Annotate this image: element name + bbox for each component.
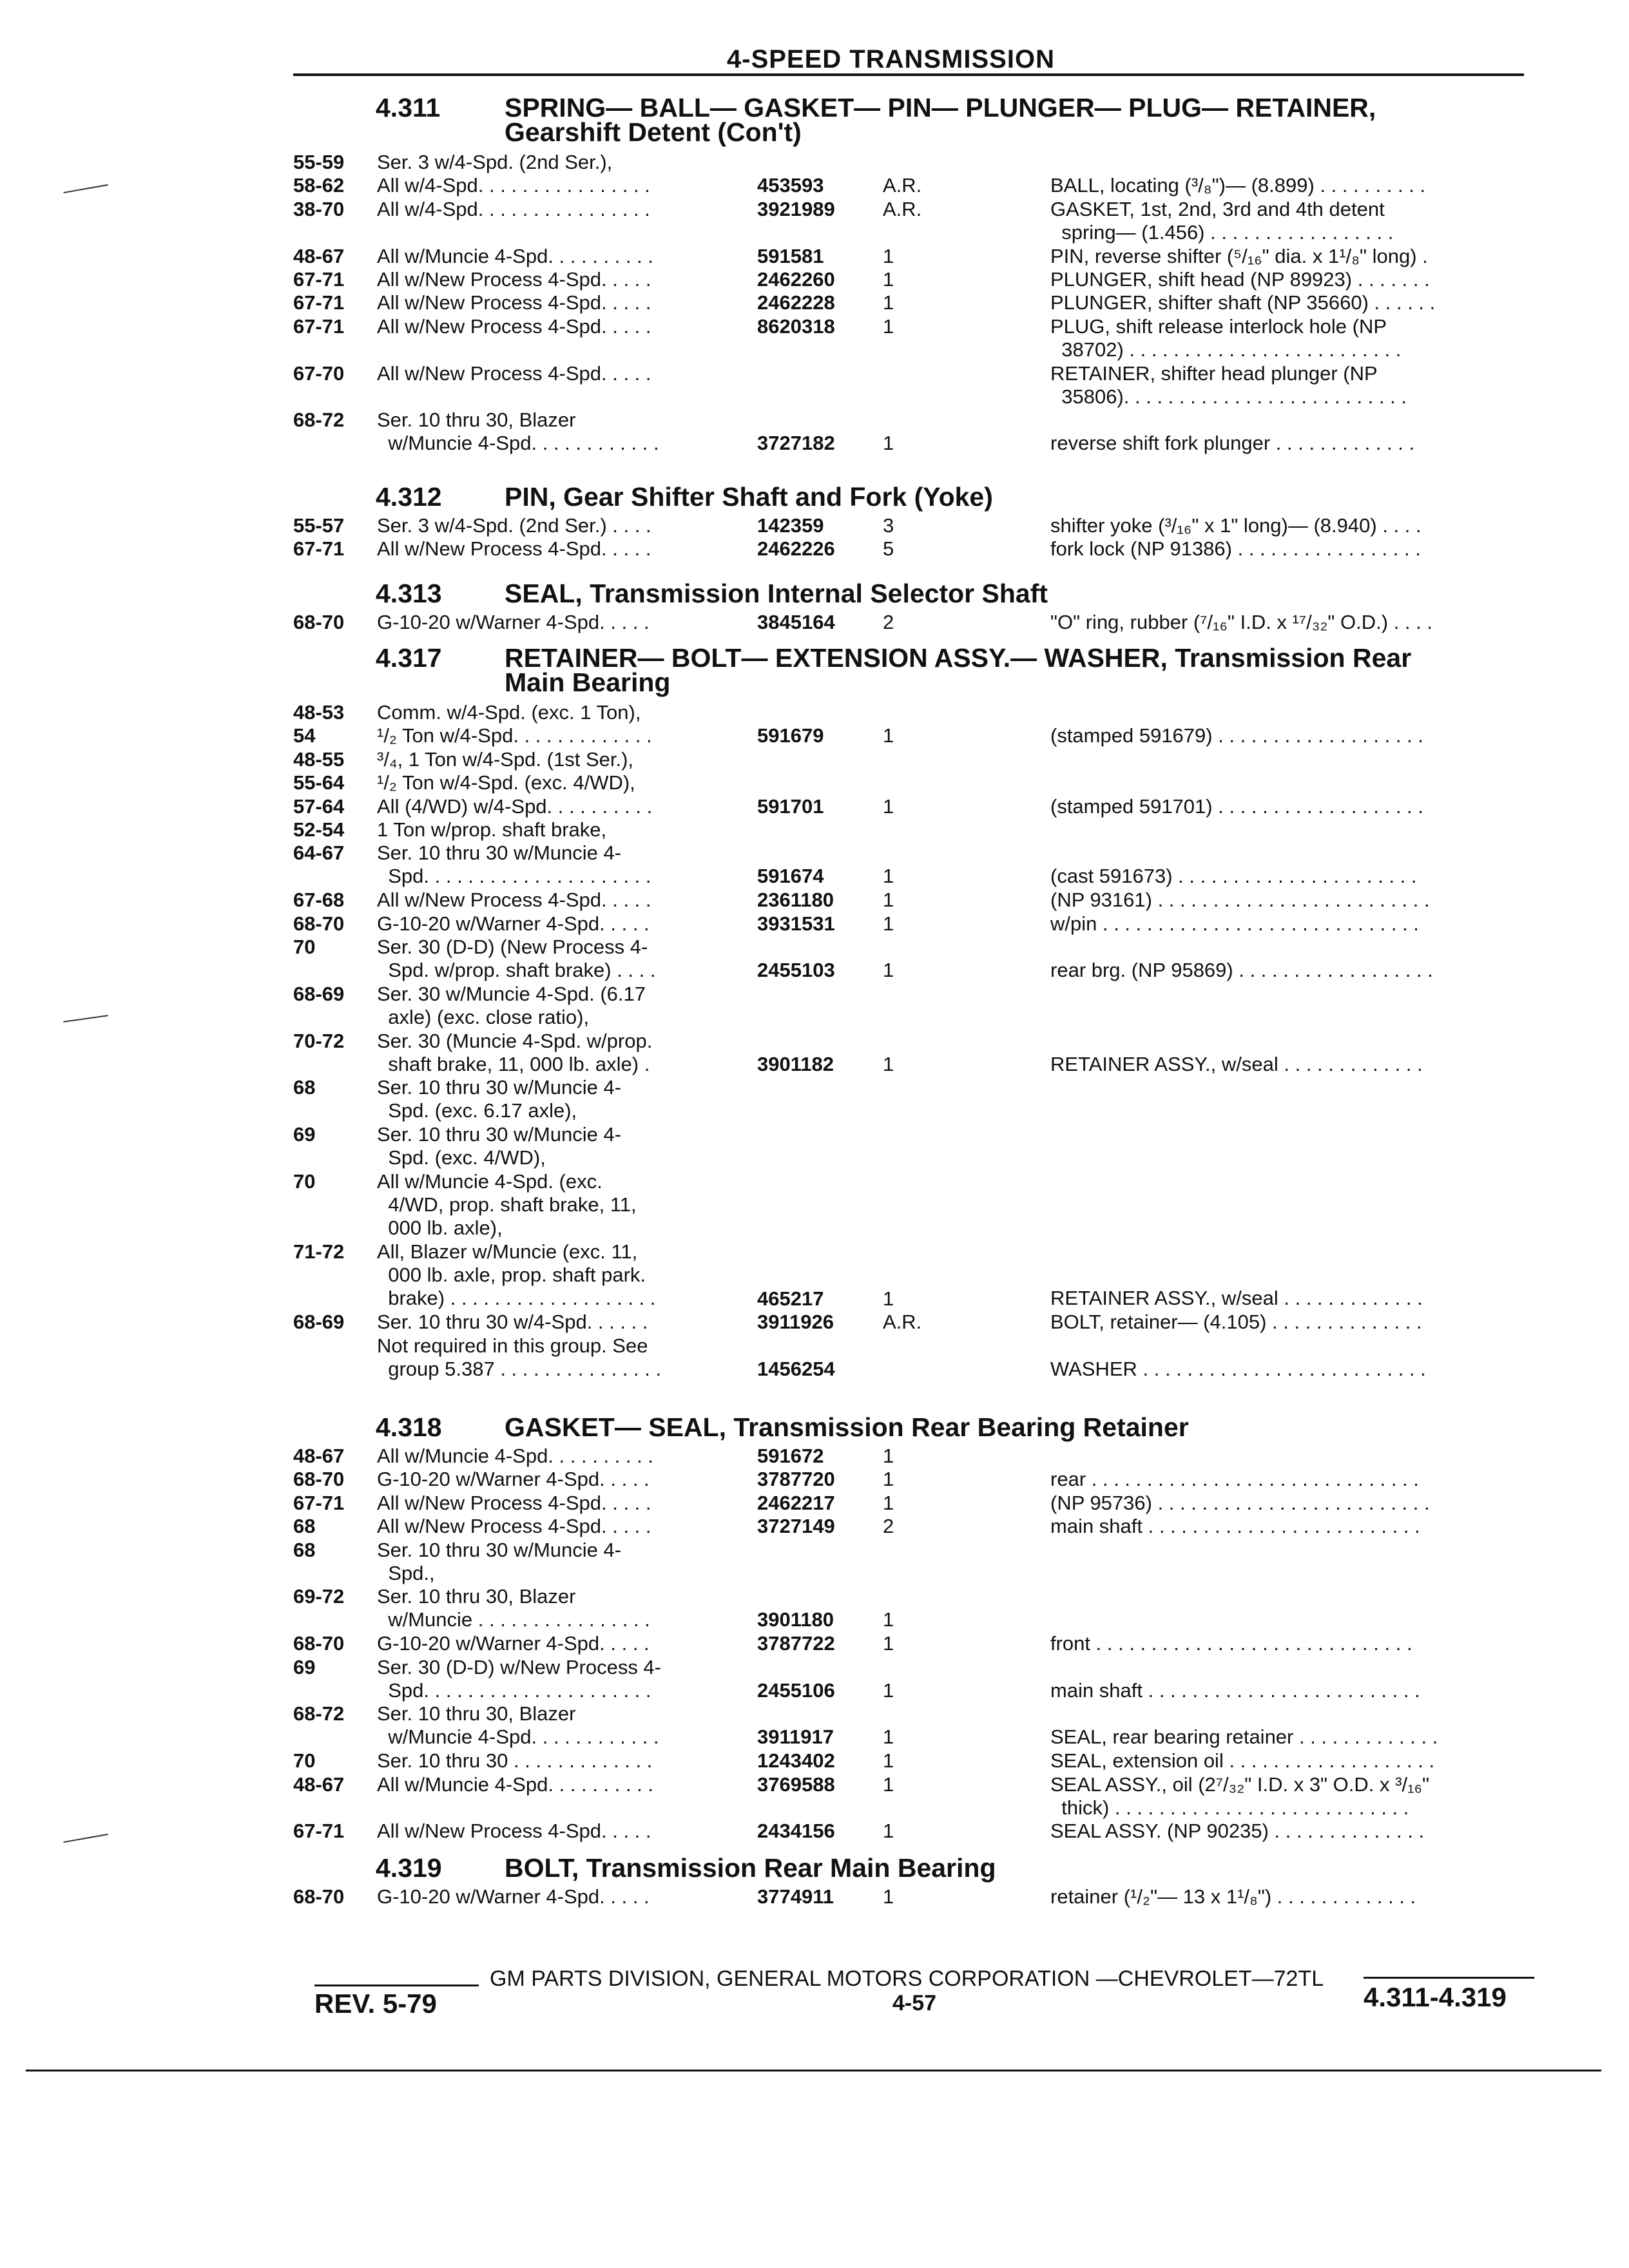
application: All w/New Process 4-Spd. . . . . <box>377 1492 651 1514</box>
table-row <box>293 701 1537 724</box>
group-heading-4-312 <box>376 482 993 512</box>
description: shifter yoke (³/₁₆" x 1" long)— (8.940) . . . . <box>1050 514 1422 537</box>
part-number: 3921989 <box>757 198 835 220</box>
part-number: 142359 <box>757 514 824 537</box>
page-bottom-rule <box>26 2070 1601 2071</box>
part-number: 3769588 <box>757 1773 835 1796</box>
quantity: 1 <box>883 1725 894 1748</box>
margin-mark <box>63 1015 108 1023</box>
group-number: 4.311 <box>376 93 441 122</box>
group-title: GASKET— SEAL, Transmission Rear Bearing Retainer <box>505 1412 1189 1442</box>
application: 1 Ton w/prop. shaft brake, <box>377 818 607 841</box>
application: ¹/₂ Ton w/4-Spd. . . . . . . . . . . . . <box>377 724 652 747</box>
part-number: 591581 <box>757 245 824 267</box>
application: All w/New Process 4-Spd. . . . . <box>377 315 651 338</box>
application: ³/₄, 1 Ton w/4-Spd. (1st Ser.), <box>377 748 634 771</box>
part-number: 453593 <box>757 174 824 197</box>
quantity: 1 <box>883 1053 894 1075</box>
part-number: 3727182 <box>757 432 835 454</box>
quantity: 1 <box>883 1679 894 1702</box>
table-row <box>293 514 1537 537</box>
model-year: 48-67 <box>293 245 345 267</box>
application: Ser. 10 thru 30, Blazer w/Muncie . . . . . . . . . . . . . . . . <box>377 1585 650 1631</box>
quantity: 1 <box>883 959 894 981</box>
application: G-10-20 w/Warner 4-Spd. . . . . <box>377 1885 650 1908</box>
quantity: 1 <box>883 1608 894 1631</box>
table-row <box>293 1539 1537 1586</box>
group-title-continued: Gearshift Detent (Con't) <box>505 117 802 147</box>
table-row <box>293 1820 1537 1843</box>
footer-page-number: 4-57 <box>892 1991 937 2015</box>
table-row <box>293 1773 1537 1820</box>
application: G-10-20 w/Warner 4-Spd. . . . . <box>377 912 650 935</box>
quantity: 1 <box>883 1445 894 1467</box>
model-year: 67-71 <box>293 1820 345 1842</box>
part-number: 591672 <box>757 1445 824 1467</box>
table-row <box>293 1311 1537 1334</box>
model-year: 48-67 <box>293 1773 345 1796</box>
model-year: 67-71 <box>293 315 345 338</box>
table-row <box>293 1123 1537 1170</box>
table-row <box>293 1885 1537 1908</box>
part-number: 2462228 <box>757 291 835 314</box>
model-year: 48-53 <box>293 701 345 724</box>
model-year: 48-55 <box>293 748 345 771</box>
application: All w/Muncie 4-Spd. . . . . . . . . . <box>377 1773 653 1796</box>
model-year: 67-71 <box>293 291 345 314</box>
group-number: 4.319 <box>376 1853 442 1883</box>
table-row <box>293 1170 1537 1240</box>
table-row <box>293 1492 1537 1515</box>
model-year: 71-72 <box>293 1240 345 1263</box>
model-year: 68-70 <box>293 1885 345 1908</box>
group-heading-4-319 <box>376 1853 996 1883</box>
quantity: 1 <box>883 245 894 267</box>
footer-rule-right <box>1364 1977 1534 1979</box>
application: Ser. 10 thru 30 w/Muncie 4- Spd. (exc. 4/WD), <box>377 1123 622 1169</box>
quantity: 1 <box>883 291 894 314</box>
table-row <box>293 408 1537 456</box>
part-number: 2361180 <box>757 889 834 911</box>
table-row <box>293 151 1537 174</box>
description: (stamped 591679) . . . . . . . . . . . . . . . . . . . <box>1050 724 1423 747</box>
description: SEAL, extension oil . . . . . . . . . . . . . . . . . . . <box>1050 1749 1435 1772</box>
model-year: 68-70 <box>293 1632 345 1655</box>
application: Not required in this group. See group 5.387 . . . . . . . . . . . . . . . <box>377 1334 662 1380</box>
application: Ser. 10 thru 30 w/Muncie 4- Spd. (exc. 6.17 axle), <box>377 1076 622 1122</box>
model-year: 68-69 <box>293 983 345 1005</box>
quantity: A.R. <box>883 1311 922 1333</box>
table-row <box>293 795 1537 818</box>
description: BOLT, retainer— (4.105) . . . . . . . . . . . . . . <box>1050 1311 1422 1333</box>
quantity: 1 <box>883 1632 894 1655</box>
quantity: 1 <box>883 912 894 935</box>
quantity: 1 <box>883 795 894 818</box>
model-year: 68-69 <box>293 1311 345 1333</box>
quantity: 1 <box>883 1773 894 1796</box>
group-title: SEAL, Transmission Internal Selector Shaft <box>505 579 1048 608</box>
description: main shaft . . . . . . . . . . . . . . . . . . . . . . . . . <box>1050 1679 1420 1702</box>
table-row <box>293 1240 1537 1311</box>
footer-publisher: GM PARTS DIVISION, GENERAL MOTORS CORPORATION —CHEVROLET—72TL <box>490 1966 1324 1991</box>
header-rule <box>293 73 1524 76</box>
model-year: 55-57 <box>293 514 345 537</box>
model-year: 70 <box>293 1749 316 1772</box>
group-heading-4-317 <box>376 643 1412 697</box>
table-row <box>293 291 1537 314</box>
application: ¹/₂ Ton w/4-Spd. (exc. 4/WD), <box>377 771 635 794</box>
table-row <box>293 983 1537 1030</box>
application: All, Blazer w/Muncie (exc. 11, 000 lb. axle, prop. shaft park. brake) . . . . . . . . . . . . . . . . . . . <box>377 1240 656 1309</box>
quantity: 1 <box>883 865 894 887</box>
quantity: A.R. <box>883 174 922 197</box>
table-row <box>293 748 1537 771</box>
description: PLUNGER, shift head (NP 89923) . . . . . . . <box>1050 268 1430 291</box>
quantity: 1 <box>883 268 894 291</box>
model-year: 67-70 <box>293 362 345 385</box>
table-row <box>293 889 1537 912</box>
application: Ser. 10 thru 30 w/4-Spd. . . . . . <box>377 1311 648 1333</box>
part-number: 591679 <box>757 724 824 747</box>
part-number: 3774911 <box>757 1885 834 1908</box>
table-row <box>293 818 1537 841</box>
footer-rule-left <box>314 1984 479 1986</box>
application: All w/New Process 4-Spd. . . . . <box>377 1820 651 1842</box>
description: main shaft . . . . . . . . . . . . . . . . . . . . . . . . . <box>1050 1515 1420 1537</box>
application: G-10-20 w/Warner 4-Spd. . . . . <box>377 611 650 633</box>
group-heading-4-313 <box>376 581 1048 606</box>
model-year: 68-70 <box>293 1468 345 1490</box>
part-number: 591674 <box>757 865 824 887</box>
group-number: 4.317 <box>376 643 442 673</box>
model-year: 68-70 <box>293 611 345 633</box>
application: G-10-20 w/Warner 4-Spd. . . . . <box>377 1468 650 1490</box>
table-row <box>293 1030 1537 1077</box>
description: rear . . . . . . . . . . . . . . . . . . . . . . . . . . . . . . <box>1050 1468 1419 1490</box>
description: GASKET, 1st, 2nd, 3rd and 4th detent spring— (1.456) . . . . . . . . . . . . . . . . . <box>1050 198 1394 244</box>
table-row <box>293 174 1537 197</box>
quantity: 1 <box>883 1287 894 1310</box>
quantity: 1 <box>883 1492 894 1514</box>
description: fork lock (NP 91386) . . . . . . . . . . . . . . . . . <box>1050 537 1421 560</box>
table-row <box>293 1076 1537 1123</box>
table-row <box>293 198 1537 245</box>
model-year: 68 <box>293 1515 316 1537</box>
table-row <box>293 315 1537 362</box>
table-row <box>293 1468 1537 1491</box>
group-heading-4-311 <box>376 93 1376 147</box>
quantity: 2 <box>883 1515 894 1537</box>
model-year: 70 <box>293 936 316 958</box>
model-year: 68 <box>293 1076 316 1099</box>
footer-group-range: 4.311-4.319 <box>1364 1982 1507 2012</box>
quantity: 3 <box>883 514 894 537</box>
description: front . . . . . . . . . . . . . . . . . . . . . . . . . . . . . <box>1050 1632 1412 1655</box>
description: RETAINER, shifter head plunger (NP 35806). . . . . . . . . . . . . . . . . . . . . . . . . . <box>1050 362 1407 408</box>
group-title: SPRING— BALL— GASKET— PIN— PLUNGER— PLUG— RETAINER, <box>505 93 1376 122</box>
model-year: 55-59 <box>293 151 345 173</box>
application: All w/New Process 4-Spd. . . . . <box>377 362 651 385</box>
group-number: 4.313 <box>376 579 442 608</box>
application: Ser. 10 thru 30 w/Muncie 4- Spd., <box>377 1539 622 1584</box>
table-row <box>293 936 1537 983</box>
model-year: 68-72 <box>293 408 345 431</box>
model-year: 57-64 <box>293 795 345 818</box>
group-title-continued: Main Bearing <box>505 668 671 697</box>
model-year: 70-72 <box>293 1030 345 1052</box>
model-year: 48-67 <box>293 1445 345 1467</box>
part-number: 2455106 <box>757 1679 835 1702</box>
description: (stamped 591701) . . . . . . . . . . . . . . . . . . . <box>1050 795 1423 818</box>
application: Ser. 3 w/4-Spd. (2nd Ser.), <box>377 151 613 173</box>
table-row <box>293 1702 1537 1749</box>
model-year: 58-62 <box>293 174 345 197</box>
application: Ser. 30 (Muncie 4-Spd. w/prop. shaft brake, 11, 000 lb. axle) . <box>377 1030 653 1075</box>
margin-mark <box>63 184 108 193</box>
quantity: 2 <box>883 611 894 633</box>
part-number: 3845164 <box>757 611 835 633</box>
table-row <box>293 1749 1537 1773</box>
application: All w/New Process 4-Spd. . . . . <box>377 1515 651 1537</box>
application: Ser. 10 thru 30, Blazer w/Muncie 4-Spd. . . . . . . . . . . . <box>377 1702 659 1748</box>
description: PLUG, shift release interlock hole (NP 38702) . . . . . . . . . . . . . . . . . . . . . . . . . <box>1050 315 1402 361</box>
description: PLUNGER, shifter shaft (NP 35660) . . . . . . <box>1050 291 1436 314</box>
description: (NP 95736) . . . . . . . . . . . . . . . . . . . . . . . . . <box>1050 1492 1430 1514</box>
description: reverse shift fork plunger . . . . . . . . . . . . . <box>1050 432 1415 454</box>
part-number: 2434156 <box>757 1820 835 1842</box>
part-number: 3727149 <box>757 1515 835 1537</box>
table-row <box>293 268 1537 291</box>
table-row <box>293 245 1537 268</box>
part-number: 3787720 <box>757 1468 835 1490</box>
application: All (4/WD) w/4-Spd. . . . . . . . . . <box>377 795 653 818</box>
part-number: 2462260 <box>757 268 835 291</box>
part-number: 465217 <box>757 1287 824 1310</box>
group-number: 4.318 <box>376 1412 442 1442</box>
model-year: 69 <box>293 1123 316 1146</box>
description: rear brg. (NP 95869) . . . . . . . . . . . . . . . . . . <box>1050 959 1433 981</box>
application: All w/New Process 4-Spd. . . . . <box>377 291 651 314</box>
model-year: 64-67 <box>293 841 345 864</box>
application: All w/4-Spd. . . . . . . . . . . . . . . . <box>377 198 650 220</box>
table-row <box>293 1334 1537 1381</box>
description: (NP 93161) . . . . . . . . . . . . . . . . . . . . . . . . . <box>1050 889 1430 911</box>
table-row <box>293 1515 1537 1538</box>
part-number: 3911917 <box>757 1725 834 1748</box>
model-year: 67-68 <box>293 889 345 911</box>
footer-revision: REV. 5-79 <box>314 1988 437 2019</box>
model-year: 70 <box>293 1170 316 1193</box>
application: All w/Muncie 4-Spd. . . . . . . . . . <box>377 245 653 267</box>
model-year: 68-72 <box>293 1702 345 1725</box>
table-row <box>293 1445 1537 1468</box>
margin-mark <box>63 1834 108 1843</box>
quantity: 1 <box>883 889 894 911</box>
model-year: 52-54 <box>293 818 345 841</box>
part-number: 3901180 <box>757 1608 834 1631</box>
application: Comm. w/4-Spd. (exc. 1 Ton), <box>377 701 641 724</box>
table-row <box>293 912 1537 936</box>
group-title: PIN, Gear Shifter Shaft and Fork (Yoke) <box>505 482 993 512</box>
quantity: 1 <box>883 724 894 747</box>
description: BALL, locating (³/₈")— (8.899) . . . . . . . . . . <box>1050 174 1426 197</box>
quantity: 1 <box>883 1885 894 1908</box>
quantity: 1 <box>883 432 894 454</box>
model-year: 68-70 <box>293 912 345 935</box>
table-row <box>293 771 1537 794</box>
model-year: 69-72 <box>293 1585 345 1608</box>
table-row <box>293 841 1537 889</box>
description: SEAL ASSY. (NP 90235) . . . . . . . . . . . . . . <box>1050 1820 1425 1842</box>
application: Ser. 10 thru 30 . . . . . . . . . . . . . <box>377 1749 653 1772</box>
group-number: 4.312 <box>376 482 442 512</box>
quantity: 1 <box>883 1820 894 1842</box>
application: Ser. 10 thru 30, Blazer w/Muncie 4-Spd. . . . . . . . . . . . <box>377 408 659 454</box>
table-row <box>293 1656 1537 1703</box>
group-heading-4-318 <box>376 1412 1189 1442</box>
part-number: 591701 <box>757 795 824 818</box>
description: w/pin . . . . . . . . . . . . . . . . . . . . . . . . . . . . . <box>1050 912 1419 935</box>
model-year: 68 <box>293 1539 316 1561</box>
part-number: 1456254 <box>757 1358 835 1380</box>
model-year: 67-71 <box>293 268 345 291</box>
quantity: 1 <box>883 315 894 338</box>
table-row <box>293 1632 1537 1655</box>
group-title: RETAINER— BOLT— EXTENSION ASSY.— WASHER, Transmission Rear <box>505 643 1412 673</box>
model-year: 69 <box>293 1656 316 1678</box>
application: Ser. 30 (D-D) w/New Process 4- Spd. . . . . . . . . . . . . . . . . . . . . <box>377 1656 661 1702</box>
group-title: BOLT, Transmission Rear Main Bearing <box>505 1853 996 1883</box>
table-row <box>293 611 1537 634</box>
quantity: A.R. <box>883 198 922 220</box>
description: RETAINER ASSY., w/seal . . . . . . . . . . . . . <box>1050 1053 1423 1075</box>
table-row <box>293 1585 1537 1632</box>
part-number: 3931531 <box>757 912 835 935</box>
application: Ser. 30 w/Muncie 4-Spd. (6.17 axle) (exc. close ratio), <box>377 983 646 1028</box>
quantity: 1 <box>883 1749 894 1772</box>
description: retainer (¹/₂"— 13 x 1¹/₈") . . . . . . . . . . . . . <box>1050 1885 1416 1908</box>
model-year: 38-70 <box>293 198 345 220</box>
description: SEAL ASSY., oil (2⁷/₃₂" I.D. x 3" O.D. x ³/₁₆" thick) . . . . . . . . . . . . . . . . . . . . . . . . . . . <box>1050 1773 1430 1819</box>
quantity: 1 <box>883 1468 894 1490</box>
description: RETAINER ASSY., w/seal . . . . . . . . . . . . . <box>1050 1287 1423 1309</box>
part-number: 8620318 <box>757 315 835 338</box>
table-row <box>293 362 1537 409</box>
part-number: 2462217 <box>757 1492 835 1514</box>
part-number: 2462226 <box>757 537 835 560</box>
application: All w/Muncie 4-Spd. . . . . . . . . . <box>377 1445 653 1467</box>
description: (cast 591673) . . . . . . . . . . . . . . . . . . . . . . <box>1050 865 1417 887</box>
description: "O" ring, rubber (⁷/₁₆" I.D. x ¹⁷/₃₂" O.D.) . . . . <box>1050 611 1432 633</box>
part-number: 3911926 <box>757 1311 834 1333</box>
model-year: 55-64 <box>293 771 345 794</box>
application: All w/Muncie 4-Spd. (exc. 4/WD, prop. shaft brake, 11, 000 lb. axle), <box>377 1170 637 1239</box>
table-row <box>293 724 1537 747</box>
part-number: 3901182 <box>757 1053 834 1075</box>
application: Ser. 10 thru 30 w/Muncie 4- Spd. . . . . . . . . . . . . . . . . . . . . <box>377 841 651 887</box>
part-number: 1243402 <box>757 1749 835 1772</box>
part-number: 3787722 <box>757 1632 835 1655</box>
description: PIN, reverse shifter (⁵/₁₆" dia. x 1¹/₈" long) . <box>1050 245 1428 267</box>
application: All w/New Process 4-Spd. . . . . <box>377 889 651 911</box>
table-row <box>293 537 1537 561</box>
application: Ser. 30 (D-D) (New Process 4- Spd. w/prop. shaft brake) . . . . <box>377 936 656 981</box>
part-number: 2455103 <box>757 959 835 981</box>
model-year: 54 <box>293 724 316 747</box>
page-header-title: 4-SPEED TRANSMISSION <box>727 45 1055 73</box>
application: All w/New Process 4-Spd. . . . . <box>377 537 651 560</box>
application: All w/4-Spd. . . . . . . . . . . . . . . . <box>377 174 650 197</box>
application: Ser. 3 w/4-Spd. (2nd Ser.) . . . . <box>377 514 651 537</box>
application: G-10-20 w/Warner 4-Spd. . . . . <box>377 1632 650 1655</box>
description: SEAL, rear bearing retainer . . . . . . . . . . . . . <box>1050 1725 1438 1748</box>
application: All w/New Process 4-Spd. . . . . <box>377 268 651 291</box>
model-year: 67-71 <box>293 537 345 560</box>
description: WASHER . . . . . . . . . . . . . . . . . . . . . . . . . . <box>1050 1358 1426 1380</box>
quantity: 5 <box>883 537 894 560</box>
model-year: 67-71 <box>293 1492 345 1514</box>
